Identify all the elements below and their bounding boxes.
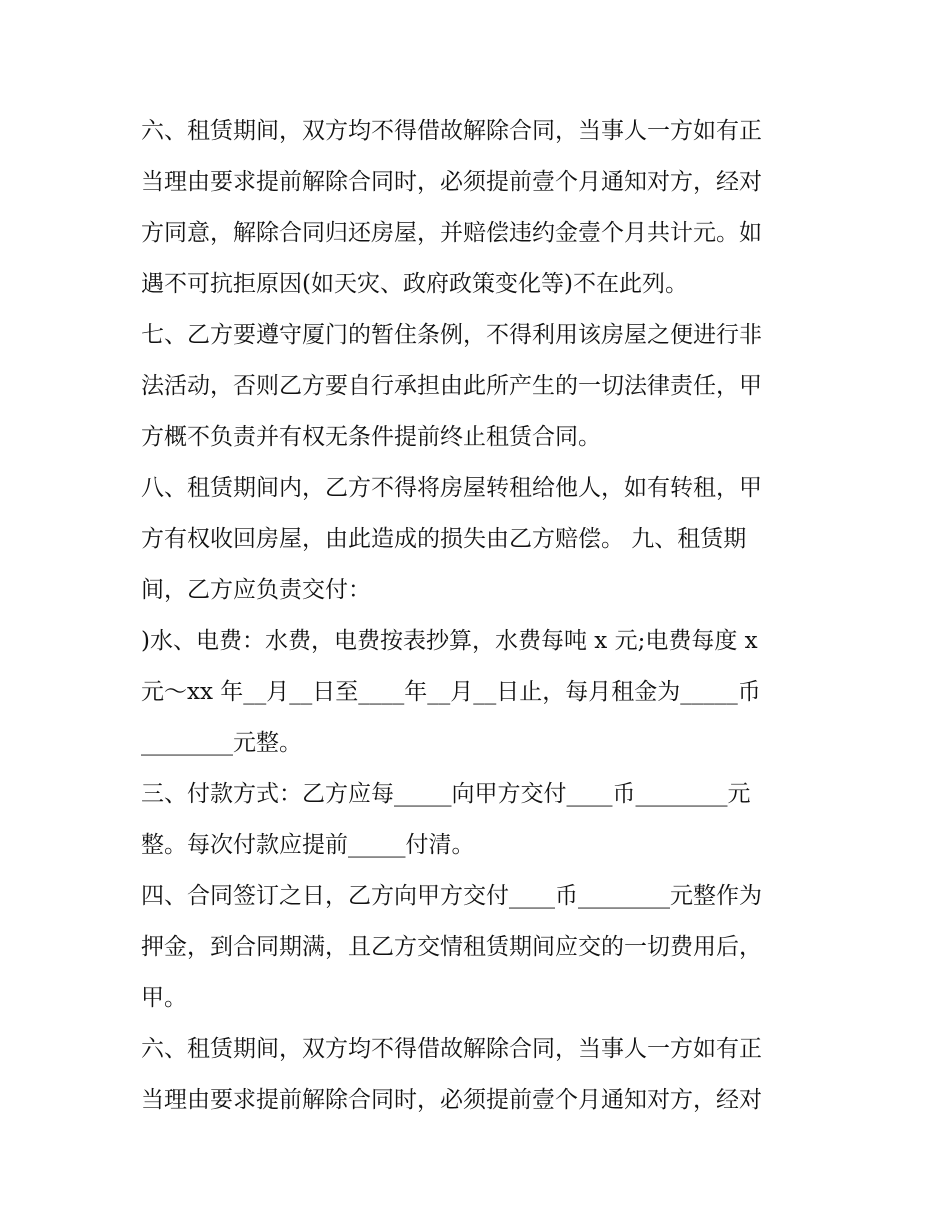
text-line: 当理由要求提前解除合同时，必须提前壹个月通知对方，经对 xyxy=(141,1087,762,1113)
text-line: 间，乙方应负责交付： xyxy=(141,577,371,603)
clause-4-paragraph xyxy=(141,871,821,1024)
clause-6-repeat-paragraph xyxy=(141,1024,821,1126)
text-line: 方同意，解除合同归还房屋，并赔偿违约金壹个月共计元。如 xyxy=(141,220,762,246)
text-line: 三、付款方式：乙方应每_____向甲方交付____币________元 xyxy=(141,781,751,807)
text-line: 押金，到合同期满，且乙方交情租赁期间应交的一切费用后， xyxy=(141,934,762,960)
text-line: 四、合同签订之日，乙方向甲方交付____币________元整作为 xyxy=(141,883,762,909)
clause-8-paragraph xyxy=(141,463,821,616)
text-line: 遇不可抗拒原因(如天灾、政府政策变化等)不在此列。 xyxy=(141,271,688,297)
text-line: 甲。 xyxy=(141,985,187,1011)
text-line: 法活动，否则乙方要自行承担由此所产生的一切法律责任，甲 xyxy=(141,373,762,399)
text-line: 当理由要求提前解除合同时，必须提前壹个月通知对方，经对 xyxy=(141,169,762,195)
text-line: )水、电费：水费，电费按表抄算，水费每吨 x 元;电费每度 x xyxy=(141,628,758,654)
text-line: 方概不负责并有权无条件提前终止租赁合同。 xyxy=(141,424,601,450)
clause-7-paragraph xyxy=(141,310,821,463)
text-line: 六、租赁期间，双方均不得借故解除合同，当事人一方如有正 xyxy=(141,118,762,144)
clause-6-paragraph xyxy=(141,106,821,310)
text-line: 六、租赁期间，双方均不得借故解除合同，当事人一方如有正 xyxy=(141,1036,762,1062)
text-line: 八、租赁期间内，乙方不得将房屋转租给他人，如有转租，甲 xyxy=(141,475,762,501)
utilities-paragraph xyxy=(141,616,821,769)
text-line: 七、乙方要遵守厦门的暂住条例，不得利用该房屋之便进行非 xyxy=(141,322,762,348)
clause-3-paragraph xyxy=(141,769,821,871)
document-body xyxy=(141,106,821,1126)
text-line: 整。每次付款应提前_____付清。 xyxy=(141,832,475,858)
text-line: ________元整。 xyxy=(141,730,302,756)
text-line: 元～xx 年__月__日至____年__月__日止，每月租金为_____币 xyxy=(141,679,761,705)
text-line: 方有权收回房屋，由此造成的损失由乙方赔偿。 九、租赁期 xyxy=(141,526,747,552)
